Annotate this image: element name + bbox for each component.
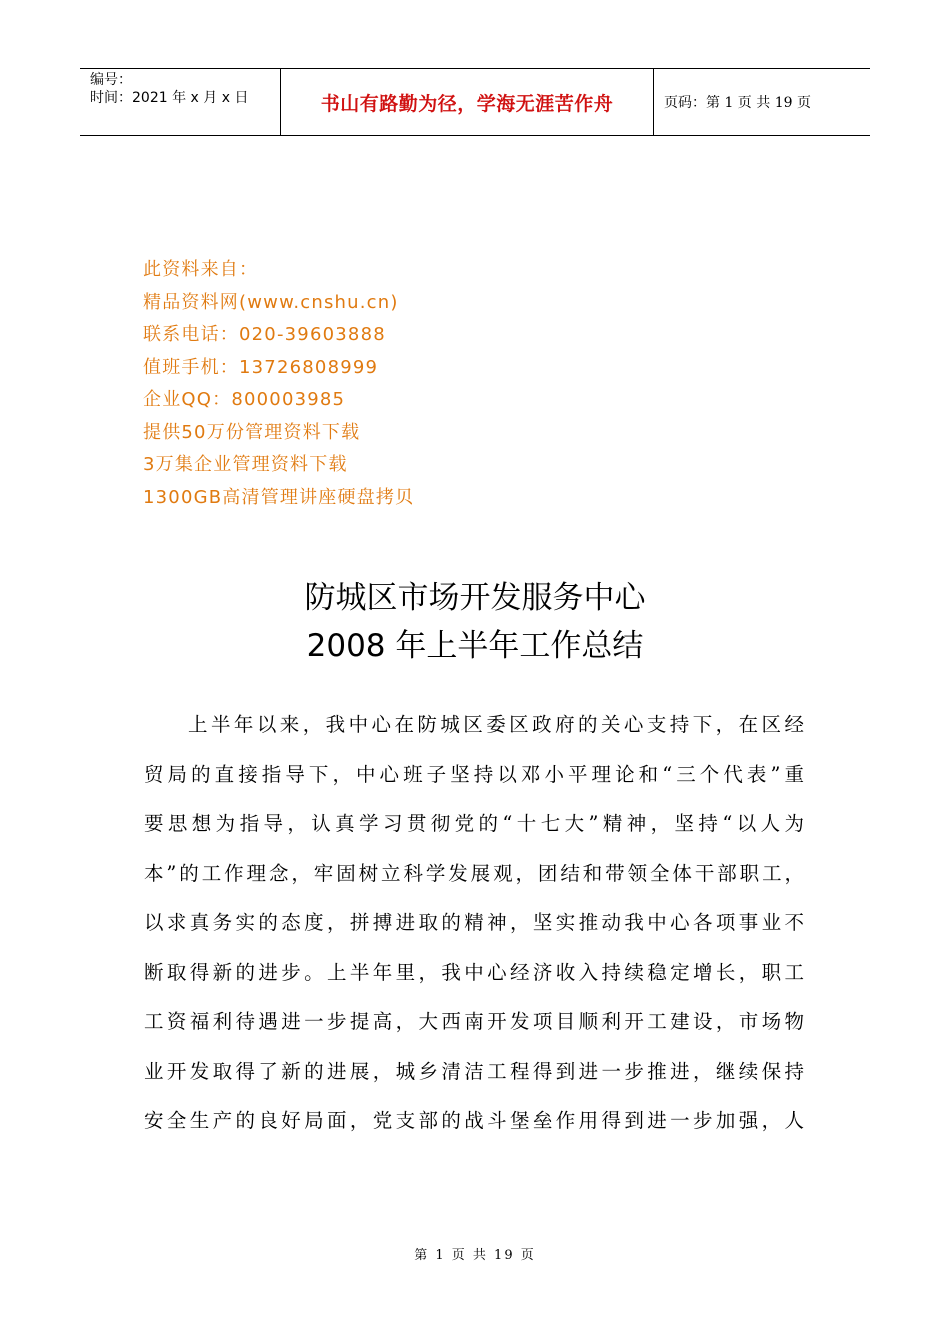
body-line: 安全生产的良好局面，党支部的战斗堡垒作用得到进一步加强，人 bbox=[144, 1109, 804, 1132]
source-line: 联系电话：020-39603888 bbox=[143, 324, 386, 345]
source-line: 精品资料网(www.cnshu.cn) bbox=[143, 291, 399, 313]
page-footer: 第 1 页 共 19 页 bbox=[414, 1248, 536, 1263]
source-line: 值班手机：13726808999 bbox=[143, 356, 379, 378]
body-paragraph bbox=[144, 700, 804, 1146]
header-motto: 书山有路勤为径，学海无涯苦作舟 bbox=[281, 69, 654, 135]
title-line-2: 2008 年上半年工作总结 bbox=[306, 628, 644, 664]
body-line: 本”的工作理念，牢固树立科学发展观，团结和带领全体干部职工， bbox=[144, 861, 804, 885]
document-title bbox=[0, 574, 950, 670]
body-line: 要思想为指导，认真学习贯彻党的“十七大”精神，坚持“以人为 bbox=[144, 812, 804, 835]
header-meta bbox=[80, 69, 281, 135]
source-line: 3万集企业管理资料下载 bbox=[143, 454, 348, 475]
body-line: 业开发取得了新的进展，城乡清洁工程得到进一步推进，继续保持 bbox=[144, 1059, 804, 1083]
source-line: 企业QQ：800003985 bbox=[143, 389, 346, 410]
time-label: 时间：2021 年 x 月 x 日 bbox=[90, 90, 249, 106]
document-header bbox=[80, 68, 870, 136]
body-line: 断取得新的进步。上半年里，我中心经济收入持续稳定增长，职工 bbox=[144, 960, 804, 984]
number-label: 编号： bbox=[90, 72, 132, 88]
source-line: 1300GB高清管理讲座硬盘拷贝 bbox=[143, 486, 415, 508]
source-info-block bbox=[143, 254, 414, 514]
source-line: 此资料来自： bbox=[143, 259, 259, 280]
body-line: 以求真务实的态度，拼搏进取的精神，坚实推动我中心各项事业不 bbox=[144, 911, 804, 934]
header-page-info: 页码：第 1 页 共 19 页 bbox=[664, 95, 811, 111]
body-line: 上半年以来，我中心在防城区委区政府的关心支持下，在区经 bbox=[188, 713, 804, 736]
body-line: 贸局的直接指导下，中心班子坚持以邓小平理论和“三个代表”重 bbox=[144, 762, 804, 786]
body-line: 工资福利待遇进一步提高，大西南开发项目顺利开工建设，市场物 bbox=[144, 1010, 804, 1033]
title-line-1: 防城区市场开发服务中心 bbox=[304, 580, 646, 616]
source-line: 提供50万份管理资料下载 bbox=[143, 421, 361, 443]
